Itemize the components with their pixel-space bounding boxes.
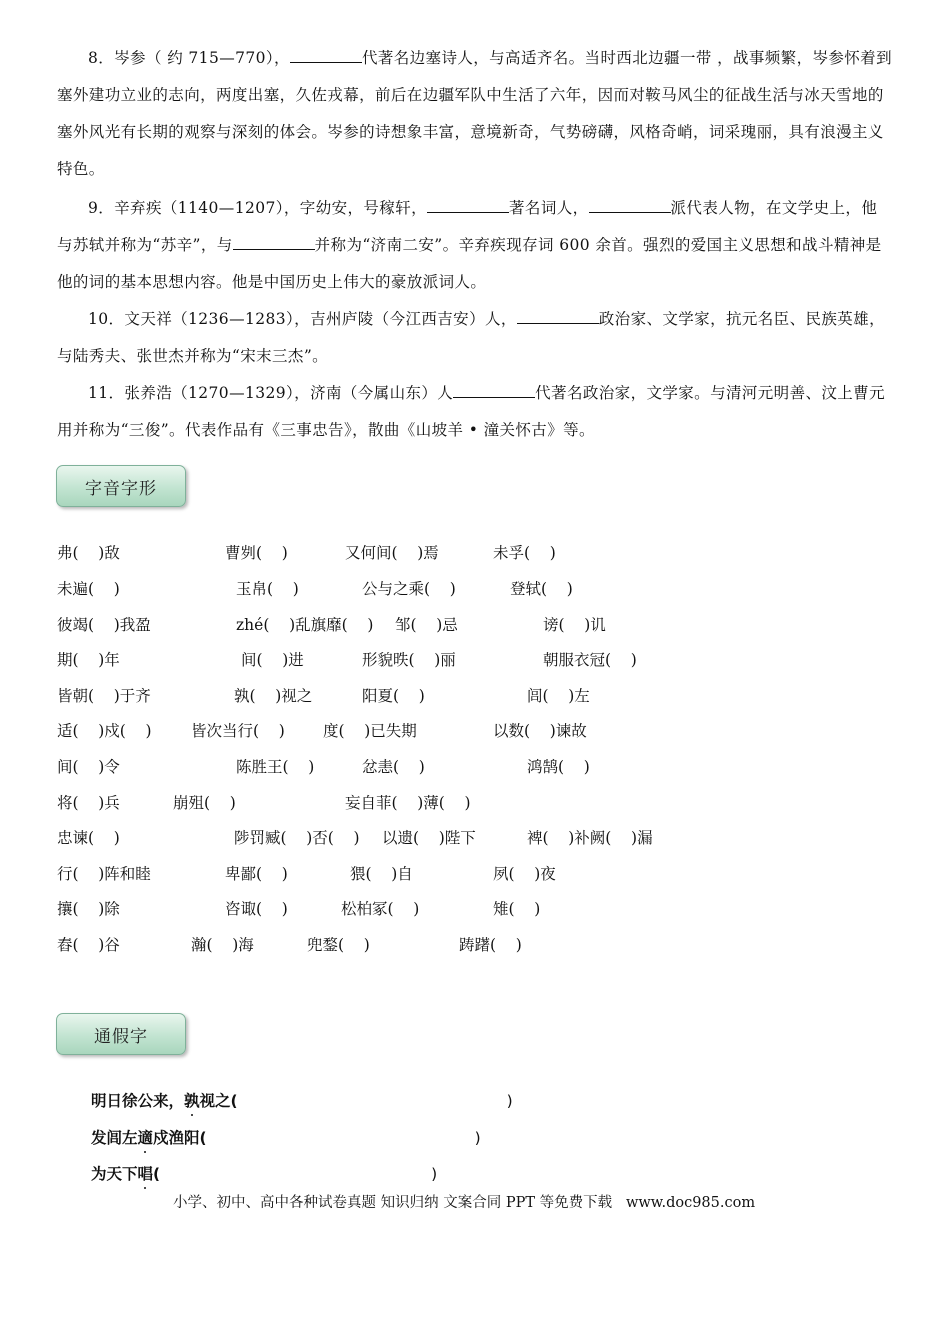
list-item: 公与之乘( ) [362, 580, 456, 598]
list-item: 猥( )自 [350, 865, 413, 883]
list-item: 皆朝( )于齐 [57, 687, 151, 705]
list-item: 陟罚臧( )否( ) [234, 829, 360, 847]
list-item: 间( )令 [57, 758, 120, 776]
section-header-zhiyin [56, 465, 186, 507]
paragraph-text: 8．岑参（ 约 715—770）， [88, 49, 290, 67]
list-item: 谤( )讥 [543, 616, 606, 634]
list-item: 裨( )补阙( )漏 [527, 829, 653, 847]
paragraph-text: 9．辛弃疾（1140—1207），字幼安，号稼轩， [88, 199, 428, 217]
paragraph-text: 派代表人物，在文学史上，他与苏轼并称为“苏辛”，与 [57, 199, 878, 254]
list-item: 闾( )左 [527, 687, 590, 705]
section-title: 通假字 [94, 1026, 148, 1047]
tongjia-text: 为天下 [91, 1165, 138, 1183]
fill-blank[interactable] [517, 308, 599, 325]
list-item: 松柏冢( ) [341, 900, 420, 918]
list-item: 邹( )忌 [395, 616, 458, 634]
section-title: 字音字形 [85, 478, 157, 499]
list-item: 彼竭( )我盈 [57, 616, 151, 634]
tongjia-text: 发闾左 [91, 1129, 138, 1147]
list-item: 未遍( ) [57, 580, 120, 598]
list-item: 度( )已失期 [323, 722, 417, 740]
fill-blank[interactable] [589, 197, 671, 214]
fill-blank[interactable] [427, 197, 509, 214]
tongjia-char: 適 [137, 1129, 154, 1147]
list-item: 皆次当行( ) [191, 722, 285, 740]
list-item: 忿恚( ) [362, 758, 425, 776]
list-item: 又何间( )焉 [345, 544, 439, 562]
list-item: 忠谏( ) [57, 829, 120, 847]
tongjia-item [91, 1162, 437, 1184]
list-item: 鸿鹄( ) [527, 758, 590, 776]
list-item: 期( )年 [57, 651, 120, 669]
list-item: 咨诹( ) [225, 900, 288, 918]
list-item: 适( )戍( ) [57, 722, 152, 740]
list-item: 舂( )谷 [57, 936, 120, 954]
tongjia-text: 戍渔阳( [153, 1129, 207, 1147]
list-item: 朝服衣冠( ) [543, 651, 637, 669]
fill-blank[interactable] [233, 234, 315, 251]
list-item: 卑鄙( ) [225, 865, 288, 883]
list-item: 弗( )敌 [57, 544, 120, 562]
list-item: 孰( )视之 [234, 687, 313, 705]
tongjia-item [91, 1126, 481, 1148]
list-item: 行( )阵和睦 [57, 865, 151, 883]
tongjia-text: 明日徐公来， [91, 1092, 185, 1110]
list-item: zhé( )乱旗靡( ) [236, 616, 374, 634]
list-item: 陈胜王( ) [236, 758, 315, 776]
list-item: 未孚( ) [493, 544, 556, 562]
footer-text: 小学、初中、高中各种试卷真题 知识归纳 文案合同 PPT 等免费下载 www.doc985.com [173, 1195, 756, 1211]
paragraph-8 [57, 40, 893, 188]
list-item: 攘( )除 [57, 900, 120, 918]
fill-blank[interactable] [453, 382, 535, 399]
list-item: 形貌昳( )丽 [362, 651, 456, 669]
paragraph-text: 著名词人， [509, 199, 589, 217]
tongjia-text: ( [153, 1165, 161, 1183]
paragraph-10 [57, 301, 893, 375]
paragraph-text: 11．张养浩（1270—1329），济南（今属山东）人 [88, 384, 454, 402]
list-item: 夙( )夜 [493, 865, 556, 883]
paragraph-text: 代著名边塞诗人，与高适齐名。当时西北边疆一带 ，战事频繁，岑参怀着到塞外建功立业的志向，两度出塞，久佐戎幕，前后在边疆军队中生活了六年，因而对鞍马风尘的征战生活与冰天雪地的塞外风光有长期的观察与深刻的体会。岑参的诗想象丰富，意境新奇，气势磅礴，风格奇峭，词采瑰丽，具有浪漫主义特色。 [57, 49, 892, 178]
list-item: 瀚( )海 [191, 936, 254, 954]
tongjia-char: 孰 [184, 1092, 200, 1110]
list-item: 踌躇( ) [459, 936, 522, 954]
paragraph-text: 代著名政治家，文学家。与清河元明善、汶上曹元用并称为“三俊”。代表作品有《三事忠告》，散曲《山坡羊 • 潼关怀古》等。 [57, 384, 885, 439]
list-item: 将( )兵 [57, 794, 120, 812]
list-item: 登轼( ) [510, 580, 573, 598]
list-item: 曹刿( ) [225, 544, 288, 562]
paragraph-11 [57, 375, 893, 449]
list-item: 间( )进 [241, 651, 304, 669]
fill-blank[interactable] [290, 47, 362, 64]
paragraph-9 [57, 190, 893, 301]
list-item: 崩殂( ) [173, 794, 236, 812]
paragraph-text: 政治家、文学家，抗元名臣、民族英雄，与陆秀夫、张世杰并称为“宋末三杰”。 [57, 310, 885, 365]
list-item: 雉( ) [493, 900, 541, 918]
tongjia-char: 唱 [137, 1165, 154, 1183]
list-item: 兜鍪( ) [307, 936, 370, 954]
paragraph-text: 10．文天祥（1236—1283），吉州庐陵（今江西吉安）人， [88, 310, 517, 328]
tongjia-item [91, 1089, 513, 1111]
tongjia-text: ) [506, 1092, 513, 1110]
list-item: 妄自菲( )薄( ) [345, 794, 471, 812]
list-item: 玉帛( ) [236, 580, 299, 598]
section-header-tongjia [56, 1013, 186, 1055]
tongjia-text: ) [431, 1165, 438, 1183]
list-item: 阳夏( ) [362, 687, 425, 705]
paragraph-text: 并称为“济南二安”。辛弃疾现存词 600 余首。强烈的爱国主义思想和战斗精神是他的词的基本思想内容。他是中国历史上伟大的豪放派词人。 [57, 236, 882, 291]
list-item: 以遗( )陛下 [382, 829, 476, 847]
tongjia-text: ) [474, 1129, 481, 1147]
list-item: 以数( )谏故 [493, 722, 587, 740]
tongjia-text: 视之( [199, 1092, 238, 1110]
